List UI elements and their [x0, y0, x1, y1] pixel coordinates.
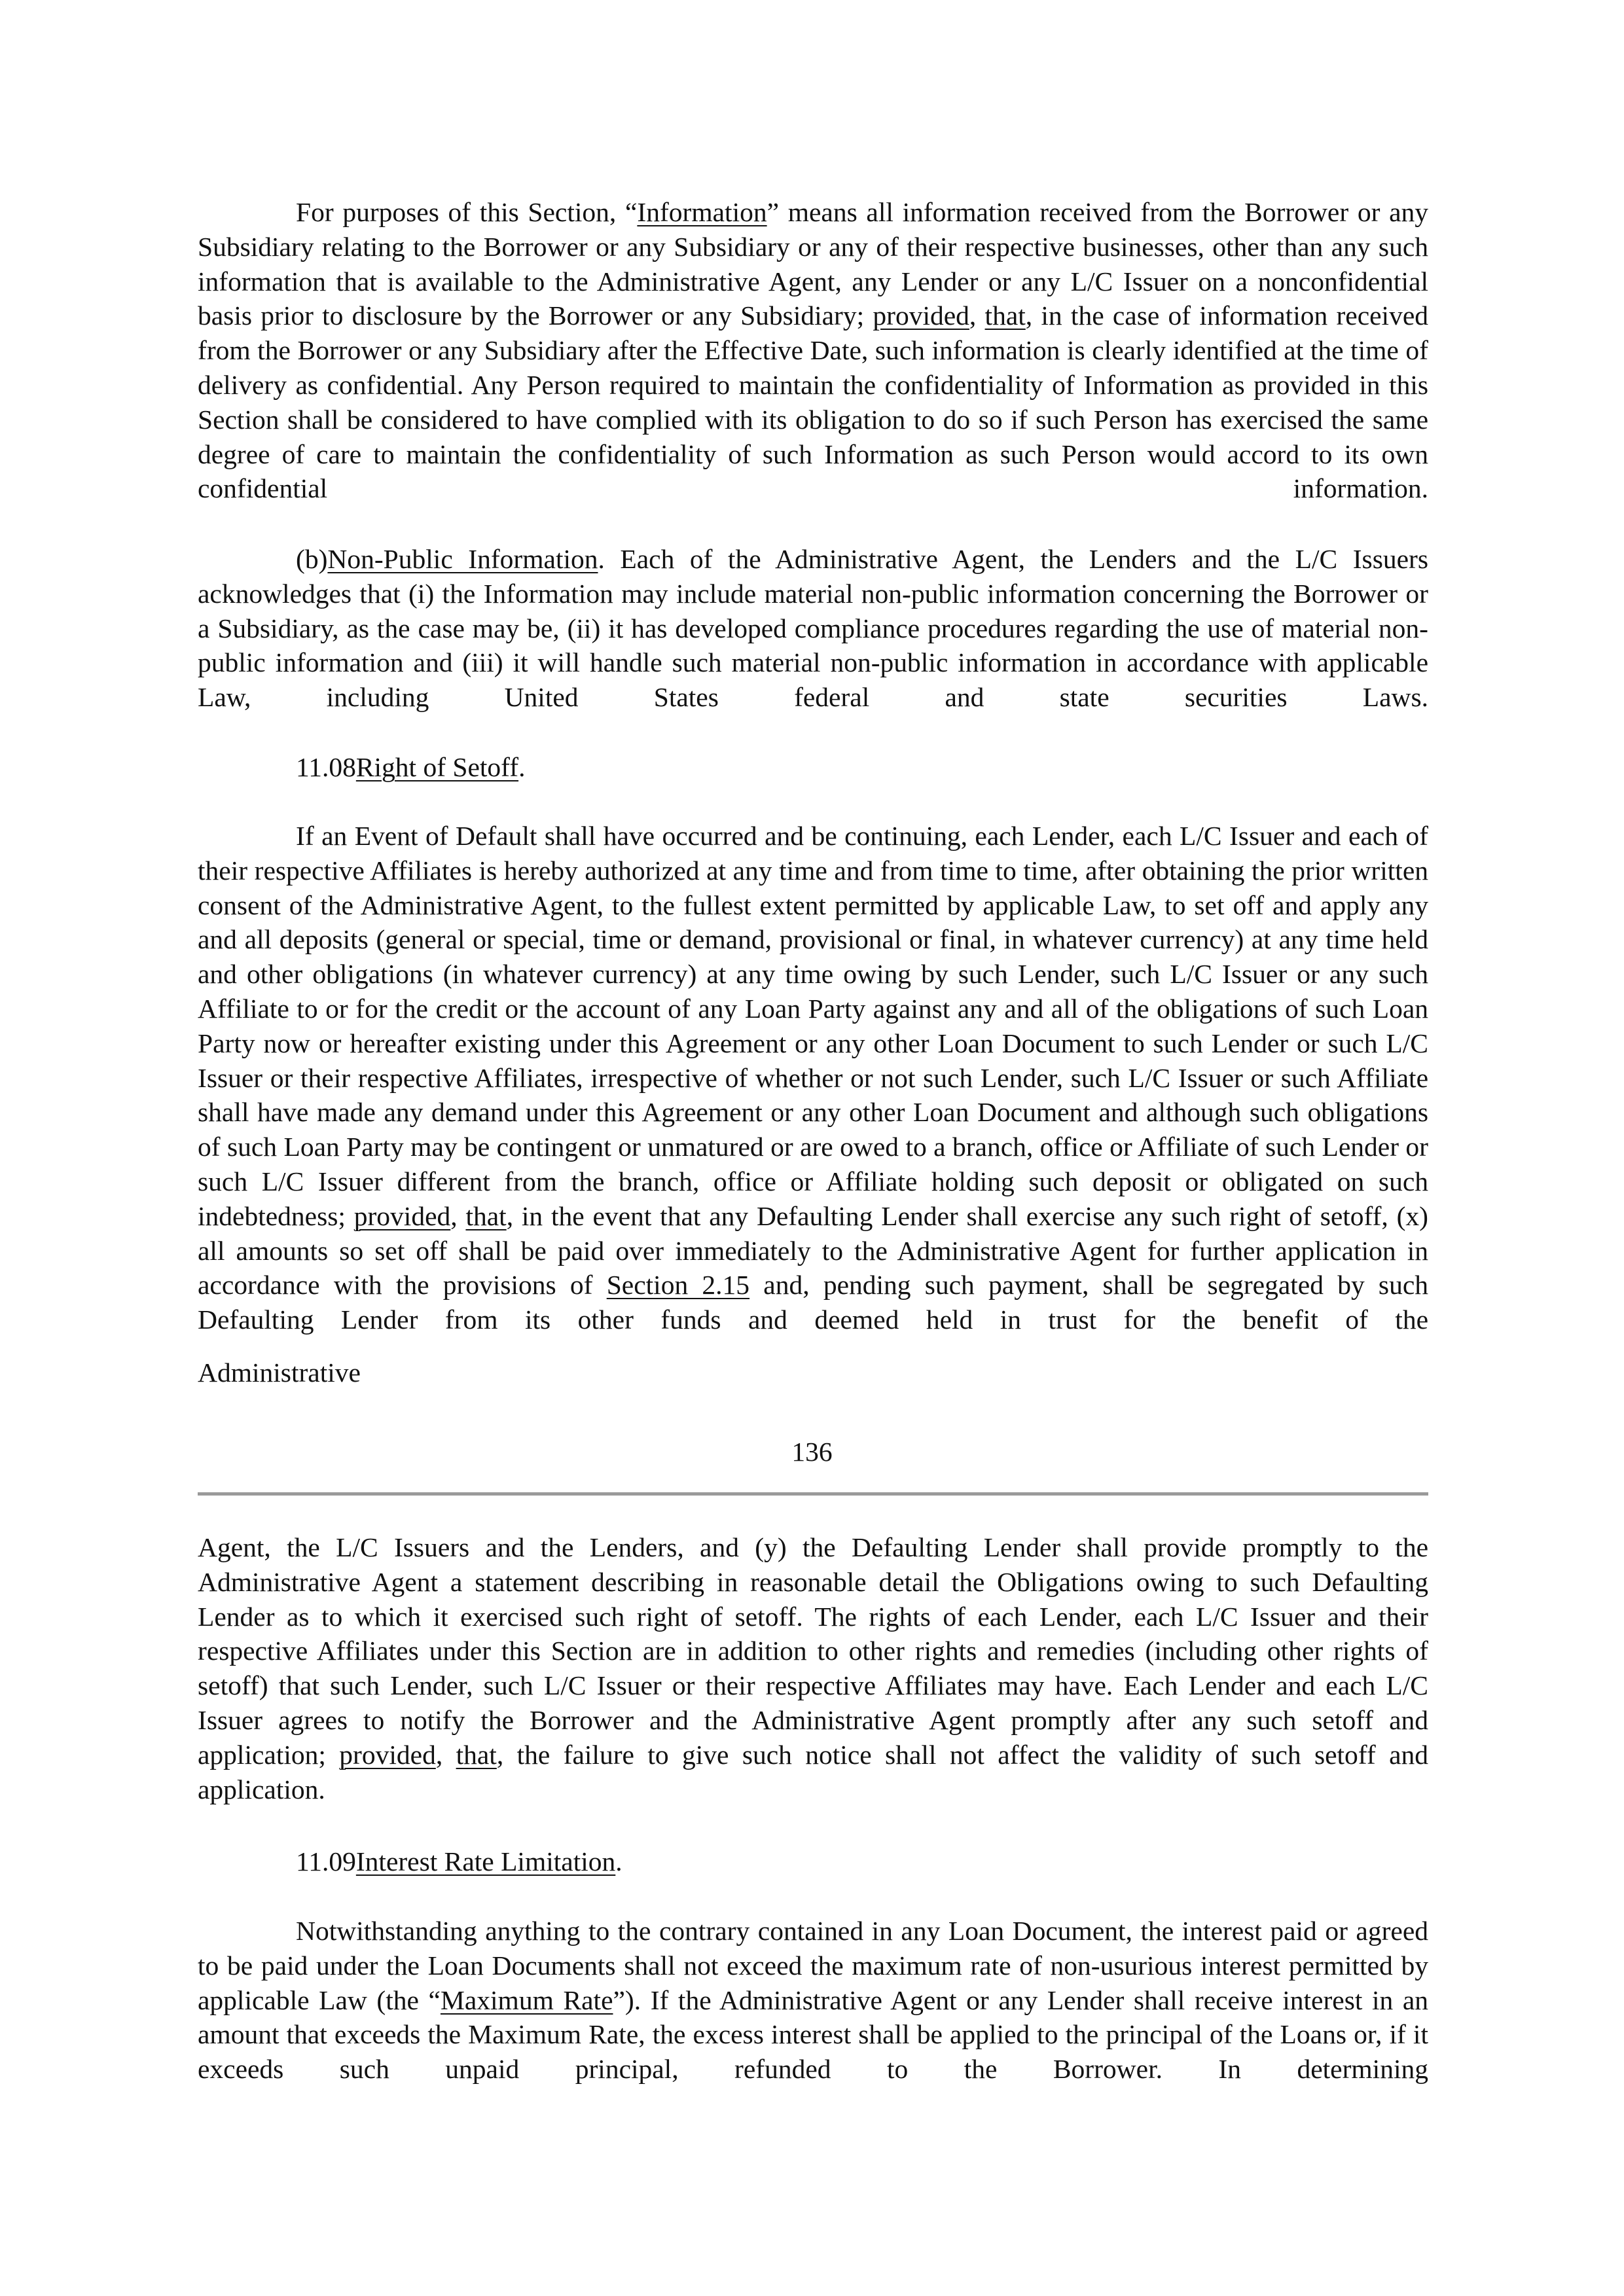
setoff-continuation-paragraph [198, 1530, 1428, 1841]
defined-term-maximum-rate: Maximum Rate [440, 1984, 613, 2015]
text-run: , [435, 1739, 456, 1770]
non-public-information-paragraph [198, 542, 1428, 749]
section-heading-11-09 [296, 1844, 623, 1879]
text-run: , in the event that any Defaulting Lender shall exercise any such right of setoff, (x) all amounts so set off shall be paid over immediately to the Administrative Agent for further application in accordance with the provisions of [198, 1200, 1429, 1300]
text-run: For purposes of this Section, “ [296, 197, 638, 227]
section-title: Interest Rate Limitation [355, 1846, 616, 1876]
text-run: . [518, 752, 526, 782]
text-run: Notwithstanding anything to the contrary contained in any Loan Document, the interest paid or agreed to be paid under the Loan Documents shall not exceed the maximum rate of non-usurious interest permitted by applicable Law (the “ [198, 1916, 1428, 2015]
text-run: ” means all information received from the Borrower or any Subsidiary relating to the Borrower or any Subsidiary or any of their respective businesses, other than any such information that is available to the Administrative Agent, any Lender or any L/C Issuer on a nonconfidential basis prior to disclosure by the Borrower or any Subsidiary; [198, 197, 1428, 331]
section-number: 11.08 [296, 752, 356, 782]
text-run: ”). If the Administrative Agent or any Lender shall receive interest in an amount that exceeds the Maximum Rate, the excess interest shall be applied to the principal of the Loans or, if it exceeds such unpaid principal, refunded to the Borrower. In determining [198, 1984, 1428, 2085]
text-run: If an Event of Default shall have occurred and be continuing, each Lender, each L/C Issuer and each of their respective Affiliates is hereby authorized at any time and from time to time, after obtaining the prior written consent of the Administrative Agent, to the fullest extent permitted by applicable Law, to set off and apply any and all deposits (general or special, time or demand, provisional or final, in whatever currency) at any time held and other obligations (in whatever currency) at any time owing by such Lender, such L/C Issuer or any such Affiliate to or for the credit or the account of any Loan Party against any and all of the obligations of such Loan Party now or hereafter existing under this Agreement or any other Loan Document to such Lender or such L/C Issuer or their respective Affiliates, irrespective of whether or not such Lender, such L/C Issuer or such Affiliate shall have made any demand under this Agreement or any other Loan Document and although such obligations of such Loan Party may be contingent or unmatured or are owed to a branch, office or Affiliate of such Lender or such L/C Issuer different from the branch, office or Affiliate holding such deposit or obligated on such indebtedness; [198, 821, 1428, 1231]
page-break-divider [198, 1492, 1428, 1496]
proviso-term: that [456, 1739, 497, 1770]
text-run: . [615, 1846, 623, 1876]
clause-label: (b) [296, 544, 328, 574]
section-cross-reference: Section 2.15 [606, 1270, 750, 1300]
proviso-term: that [984, 300, 1026, 331]
paragraph-continuation-line [198, 1355, 1428, 1390]
right-of-setoff-paragraph [198, 819, 1428, 1372]
proviso-term: provided [339, 1739, 436, 1770]
proviso-term: provided [353, 1200, 451, 1231]
page-number: 136 [791, 1437, 833, 1467]
text-run: , the failure to give such notice shall not affect the validity of such setoff and application. [198, 1739, 1428, 1804]
section-heading-11-08 [296, 750, 525, 785]
text-run: Agent, the L/C Issuers and the Lenders, and (y) the Defaulting Lender shall provide promptly to the Administrative Agent a statement describing in reasonable detail the Obligations owing to such Defaulting Lender as to which it exercised such right of setoff. The rights of each Lender, each L/C Issuer and their respective Affiliates under this Section are in addition to other rights and remedies (including other rights of setoff) that such Lender, such L/C Issuer or their respective Affiliates may have. Each Lender and each L/C Issuer agrees to notify the Borrower and the Administrative Agent promptly after any such setoff and application; [198, 1532, 1428, 1770]
defined-term-information: Information [637, 197, 767, 227]
information-definition-paragraph [198, 195, 1428, 541]
text-run: and, pending such payment, shall be segregated by such Defaulting Lender from its other funds and deemed held in trust for the benefit of the [198, 1270, 1429, 1335]
section-number: 11.09 [296, 1846, 356, 1876]
text-run: , [450, 1200, 466, 1231]
section-title: Right of Setoff [355, 752, 519, 782]
proviso-term: that [465, 1200, 507, 1231]
text-run: . Each of the Administrative Agent, the Lenders and the L/C Issuers acknowledges that (i) the Information may include material non-public information concerning the Borrower or a Subsidiary, as the case may be, (ii) it has developed compliance procedures regarding the use of material non-public information and (iii) it will handle such material non-public information in accordance with applicable Law, including United States federal and state securities Laws. [198, 544, 1428, 713]
text-run: , in the case of information received from the Borrower or any Subsidiary after the Effective Date, such information is clearly identified at the time of delivery as confidential. Any Person required to maintain the confidentiality of Information as provided in this Section shall be considered to have complied with its obligation to do so if such Person has exercised the same degree of care to maintain the confidentiality of such Information as such Person would accord to its own confidential information. [198, 300, 1429, 504]
clause-heading: Non-Public Information [327, 544, 598, 574]
text-run: Administrative [198, 1357, 361, 1388]
text-run: , [969, 300, 985, 331]
interest-rate-limitation-paragraph [198, 1914, 1428, 2121]
proviso-term: provided [873, 300, 969, 331]
